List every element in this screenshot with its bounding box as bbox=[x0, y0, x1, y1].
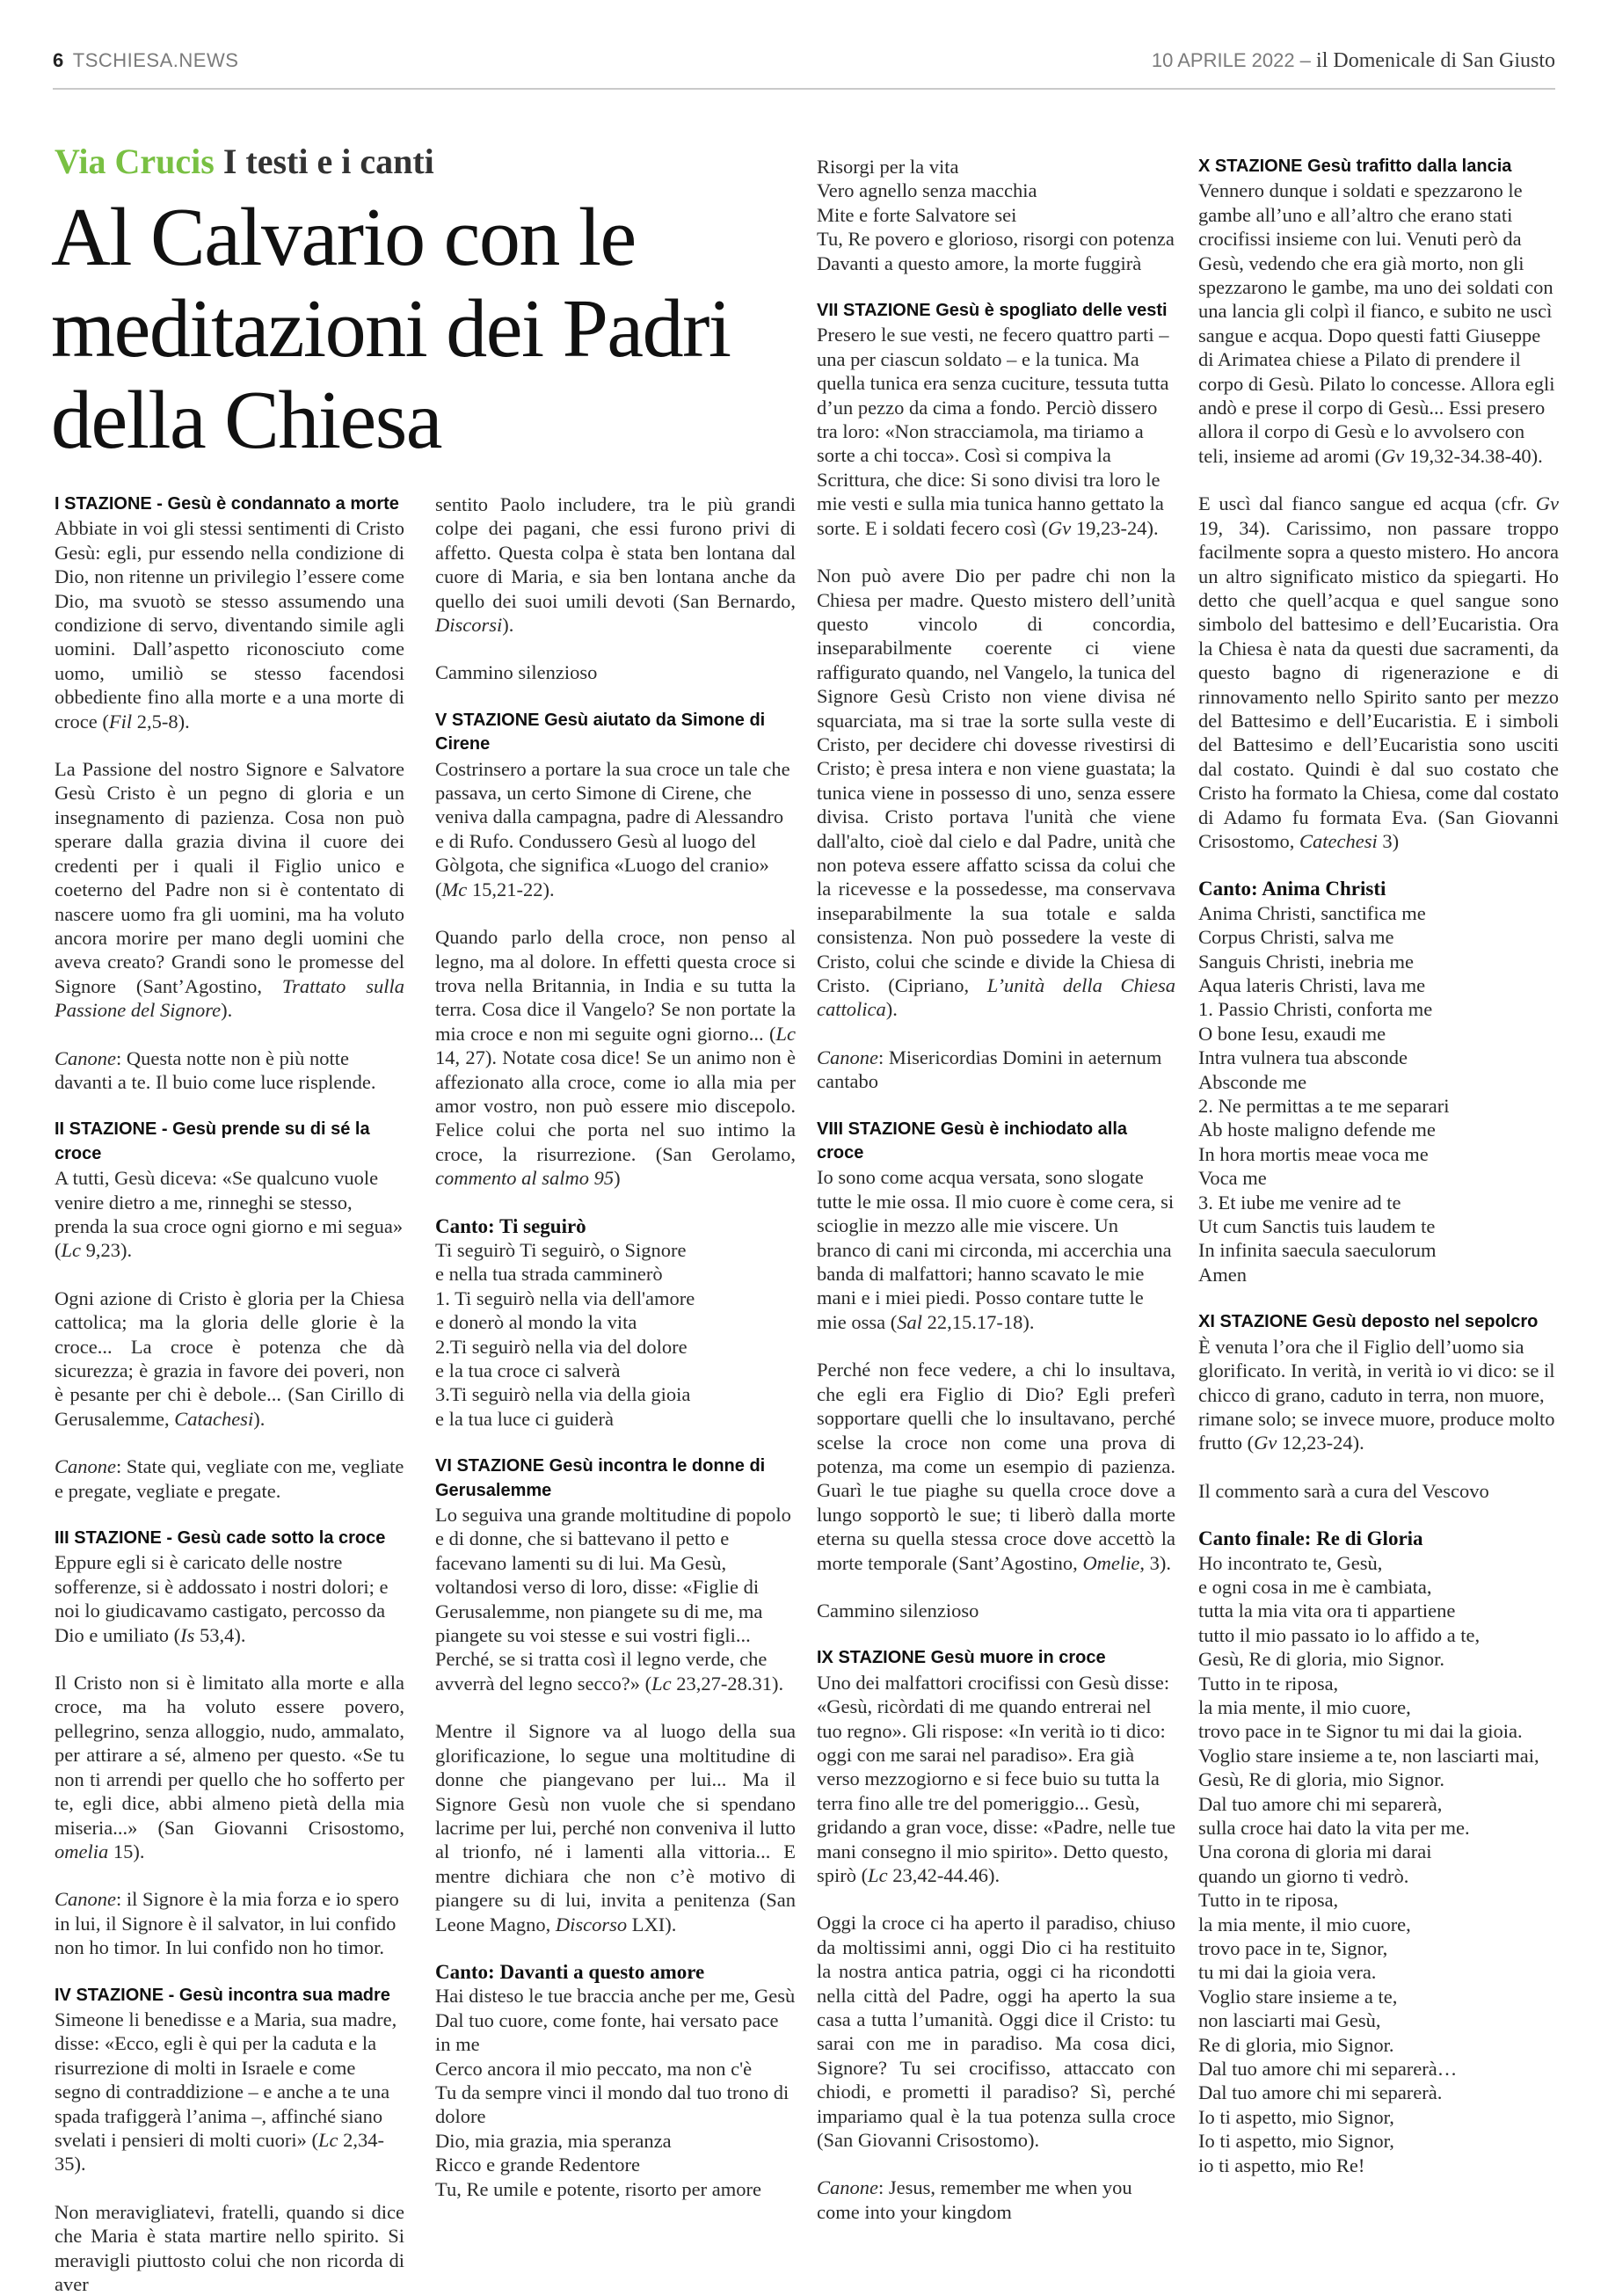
song-line: sulla croce hai dato la vita per me. bbox=[1198, 1817, 1470, 1839]
reference: Is bbox=[180, 1623, 195, 1646]
commento-note: Il commento sarà a cura del Vescovo bbox=[1198, 1479, 1489, 1502]
issue-date: 10 APRILE 2022 – bbox=[1151, 49, 1311, 71]
song-title: Canto: Ti seguirò bbox=[435, 1214, 586, 1237]
song-line: Tu da sempre vinci il mondo dal tuo trono di dolore bbox=[435, 2081, 789, 2128]
station-title: V STAZIONE Gesù aiutato da Simone di Cirene bbox=[435, 710, 766, 754]
text: Simeone li benedisse e a Maria, sua madre, disse: «Ecco, egli è qui per la caduta e la risurrezione di molti in Israele e come segno di contraddizione – e anche a te una spada trafiggerà l’anima –, affinché siano svelati i pensieri di molti cuori» ( bbox=[55, 2008, 397, 2151]
paragraph bbox=[55, 1118, 404, 1262]
paragraph bbox=[817, 299, 1175, 540]
kicker bbox=[55, 141, 434, 182]
canone bbox=[55, 1454, 404, 1503]
canone bbox=[55, 1887, 404, 1959]
reference: Gv bbox=[1254, 1432, 1277, 1454]
song-line: trovo pace in te, Signor, bbox=[1198, 1937, 1388, 1960]
song-line: Ab hoste maligno defende me bbox=[1198, 1119, 1436, 1141]
header-right bbox=[1152, 49, 1555, 73]
text: Quando parlo della croce, non penso al legno, ma al dolore. In effetti questa croce si trova nella Britannia, in India e su tutta la terra. Cosa dice il Vangelo? Se non portate la mia croce e non mi seguite ogni giorno... ( bbox=[435, 926, 796, 1045]
song bbox=[1198, 877, 1559, 1286]
paragraph bbox=[817, 1118, 1175, 1335]
song-line: Aqua lateris Christi, lava me bbox=[1198, 974, 1426, 996]
paragraph bbox=[55, 2200, 404, 2296]
text: E uscì dal fianco sangue ed acqua (cfr. bbox=[1198, 492, 1536, 515]
text: Lo seguiva una grande moltitudine di popolo e di donne, che si battevano il petto e facevano lamenti su di lui. Ma Gesù, voltandosi verso di loro, disse: «Figlie di Gerusalemme, non piangete su di me, ma piangete su voi stesse e sui vostri figli... Perché, se si tratta così il legno verde, che avverrà del legno secco?» ( bbox=[435, 1504, 791, 1695]
canone-label: Canone bbox=[817, 2176, 878, 2199]
paragraph bbox=[435, 1454, 796, 1695]
canone-label: Canone bbox=[55, 1888, 116, 1911]
column-3 bbox=[817, 155, 1175, 2224]
song-line: Tutto in te riposa, bbox=[1198, 1672, 1339, 1695]
reference: Catechesi bbox=[1299, 829, 1378, 852]
song-line: Tutto in te riposa, bbox=[1198, 1889, 1339, 1912]
text: Vennero dunque i soldati e spezzarono le gambe all’uno e all’altro che erano stati crocifissi insieme con lui. Venuti però da Gesù, vedendo che era già morto, non gli spezzarono le gambe, ma uno dei soldati con una lancia gli colpì il fianco, e subito ne uscì sangue e acqua. Dopo questi fatti Giuseppe di Arimatea chiese a Pilato di prendere il corpo di Gesù. Pilato lo concesse. Allora egli andò e prese il corpo di Gesù... Essi presero allora il corpo di Gesù e lo avvolsero con teli, insieme ad aromi ( bbox=[1198, 179, 1555, 467]
paragraph bbox=[817, 564, 1175, 1022]
paragraph bbox=[1198, 1310, 1559, 1454]
song-line: Davanti a questo amore, la morte fuggirà bbox=[817, 251, 1142, 274]
song-line: io ti aspetto, mio Re! bbox=[1198, 2154, 1365, 2176]
reference: Discorsi bbox=[435, 614, 503, 637]
column-1 bbox=[55, 492, 404, 2296]
text: La Passione del nostro Signore e Salvatore Gesù Cristo è un pegno di gloria e un insegnamento di pazienza. Cosa non può sperare dalla grazia divina il cuore dei credenti per i quali il Figlio unico e coeterno del Padre non si è contentato di nascere uomo fra gli uomini, ma ha voluto ancora morire per mano degli uomini che aveva creato? Grandi sono le promesse del Signore (Sant’Agostino, bbox=[55, 758, 404, 997]
page-header bbox=[53, 42, 1555, 90]
reference: Gv bbox=[1535, 492, 1559, 515]
text: 3) bbox=[1377, 829, 1400, 852]
station-title: I STAZIONE - Gesù è condannato a morte bbox=[55, 494, 399, 514]
text: 19,23-24). bbox=[1071, 516, 1159, 539]
song-title: Canto: Davanti a questo amore bbox=[435, 1960, 705, 1983]
song-line: Gesù, Re di gloria, mio Signor. bbox=[1198, 1648, 1444, 1671]
song-line: Dal tuo cuore, come fonte, hai versato pace in me bbox=[435, 2008, 779, 2056]
text: 9,23). bbox=[81, 1239, 133, 1262]
song-line: Dio, mia grazia, mia speranza bbox=[435, 2129, 672, 2152]
text: Non può avere Dio per padre chi non la Chiesa per madre. Questo mistero dell’unità questo vincolo di concordia, inseparabilmente coerente ci viene raffigurato quando, nel Vangelo, la tunica del Signore Gesù Cristo non viene divisa né squarciata, ma si trae la sorte sulla veste di Cristo, per decidere chi dovesse rivestirsi di Cristo; è presa intera e non viene guastata; la tunica viene in possesso di uno, senza essere divisa. Cristo portava l'unità che viene dall'alto, cioè dal cielo e dal Padre, unità che non poteva essere affatto scissa da colui che la ricevesse e la possedesse, ma conservava inseparabilmente la sua totale e salda consistenza. Non può possedere la veste di Cristo, colui che scinde e divide la Chiesa di Cristo. (Cipriano, bbox=[817, 565, 1175, 996]
song-line: Absconde me bbox=[1198, 1070, 1307, 1093]
reference: Gv bbox=[1048, 516, 1072, 539]
station-title: VII STAZIONE Gesù è spogliato delle vesti bbox=[817, 301, 1168, 321]
canone bbox=[817, 2176, 1175, 2224]
song-lines bbox=[1198, 902, 1450, 1286]
text: 2,34-35). bbox=[55, 2128, 384, 2176]
song-line: Tu, Re povero e glorioso, risorgi con potenza bbox=[817, 228, 1175, 251]
paragraph bbox=[55, 1527, 404, 1647]
song-title: Canto: Anima Christi bbox=[1198, 878, 1386, 900]
reference: Fil bbox=[108, 710, 133, 733]
reference: Discorso bbox=[555, 1913, 628, 1935]
reference: Lc bbox=[651, 1672, 672, 1695]
reference: Sal bbox=[897, 1310, 922, 1333]
text: : il Signore è la mia forza e io spero in lui, il Signore è il salvator, in lui confido non ho timor. In lui confido non ho timor. bbox=[55, 1888, 399, 1959]
text: ). bbox=[885, 998, 898, 1021]
song-line: Hai disteso le tue braccia anche per me, Gesù bbox=[435, 1985, 796, 2008]
song-line: Ricco e grande Redentore bbox=[435, 2154, 641, 2176]
song-line: Ti seguirò Ti seguirò, o Signore bbox=[435, 1238, 687, 1261]
song-line: 1. Passio Christi, conforta me bbox=[1198, 998, 1433, 1021]
song-line: la mia mente, il mio cuore, bbox=[1198, 1913, 1411, 1935]
column-2 bbox=[435, 492, 796, 2201]
song-line: Gesù, Re di gloria, mio Signor. bbox=[1198, 1768, 1444, 1791]
song-line: Dal tuo amore chi mi separerà. bbox=[1198, 2081, 1443, 2104]
page-number: 6 bbox=[53, 49, 64, 71]
song-line: e donerò al mondo la vita bbox=[435, 1311, 637, 1334]
song-lines bbox=[1198, 1552, 1539, 2176]
song bbox=[1198, 1527, 1559, 2177]
text: : Jesus, remember me when you come into your kingdom bbox=[817, 2176, 1132, 2223]
reference: Lc bbox=[61, 1239, 81, 1262]
paragraph: Oggi la croce ci ha aperto il paradiso, chiuso da moltissimi anni, oggi Dio ci ha restituito la nostra antica patria, oggi ci ha ricondotti nella città del Padre, oggi ha aperto la sua casa a tutta l’umanità. Oggi dice il Cristo: tu sarai con me in paradiso. Ma cosa dici, Signore? Tu sei crocifisso, attaccato con chiodi, e prometti il paradiso? Sì, perché impariamo qual è la tua potenza sulla croce (San Giovanni Crisostomo). bbox=[817, 1912, 1175, 2152]
song-line: non lasciarti mai Gesù, bbox=[1198, 2009, 1381, 2032]
station-title: XI STAZIONE Gesù deposto nel sepolcro bbox=[1198, 1312, 1539, 1332]
song-line: Re di gloria, mio Signor. bbox=[1198, 2033, 1394, 2056]
station-title: II STAZIONE - Gesù prende su di sé la croce bbox=[55, 1119, 370, 1163]
reference: Lc bbox=[775, 1022, 796, 1045]
song-title: Canto finale: Re di Gloria bbox=[1198, 1527, 1423, 1550]
text: 12,23-24). bbox=[1277, 1432, 1364, 1454]
paragraph bbox=[435, 709, 796, 901]
paragraph bbox=[1198, 155, 1559, 468]
song-line: Cerco ancora il mio peccato, ma non c'è bbox=[435, 2057, 753, 2080]
song-line: Ut cum Sanctis tuis laudem te bbox=[1198, 1215, 1436, 1238]
song bbox=[435, 1960, 796, 2201]
song-line: Sanguis Christi, inebria me bbox=[1198, 950, 1414, 973]
song-line: 2. Ne permittas a te me separari bbox=[1198, 1095, 1450, 1118]
song-line: e la tua croce ci salverà bbox=[435, 1359, 621, 1381]
text: A tutti, Gesù diceva: «Se qualcuno vuole venire dietro a me, rinneghi se stesso, prenda la sua croce ogni giorno e mi segua» ( bbox=[55, 1167, 404, 1262]
song-line: e nella tua strada camminerò bbox=[435, 1263, 663, 1286]
text: sentito Paolo includere, tra le più grandi colpe dei pagani, che essi furono privi di affetto. Questa colpa è stata ben lontana dal cuore di Maria, e sia ben lontana anche da quello dei suoi umili devoti (San Bernardo, bbox=[435, 493, 796, 612]
text: Mentre il Signore va al luogo della sua glorificazione, lo segue una moltitudine di donne che piangevano per lui... Ma il Signore Gesù non vuole che si spendano lacrime per lui, perché non conveniva il lutto al trionfo, né i lamenti alla vittoria... E mentre dichiara che non c’è motivo di piangere su di lui, invita a penitenza (San Leone Magno, bbox=[435, 1720, 796, 1935]
text: Il Cristo non si è limitato alla morte e alla croce, ma ha voluto essere povero, pellegrino, senza alloggio, nudo, ammalato, per attirare a sé, almeno per questo. «Se tu non ti arrendi per quello che ho sofferto per te, egli dice, abbi almeno pietà della mia miseria...» (San Giovanni Crisostomo, bbox=[55, 1672, 404, 1839]
song-line: 1. Ti seguirò nella via dell'amore bbox=[435, 1286, 695, 1309]
text: 22,15.17-18). bbox=[922, 1310, 1035, 1333]
text: Perché non fece vedere, a chi lo insultava, che egli era Figlio di Dio? Egli preferì sopportare quelli che lo insultavano, perché scelse la croce non come una prova di potenza, ma come un esempio di pazienza. Guarì le tue piaghe su quella croce dove a lungo sopportò le sue; ti liberò dalla morte eterna su quella stessa croce dove accettò la morte temporale (Sant’Agostino, bbox=[817, 1359, 1175, 1574]
song-line: Amen bbox=[1198, 1263, 1247, 1286]
publication-name: il Domenicale di San Giusto bbox=[1316, 49, 1555, 72]
text: 15). bbox=[108, 1840, 145, 1862]
paragraph bbox=[55, 492, 404, 733]
cammino-silenzioso: Cammino silenzioso bbox=[817, 1599, 979, 1622]
text: : Questa notte non è più notte davanti a te. Il buio come luce risplende. bbox=[55, 1046, 376, 1093]
header-left bbox=[53, 49, 238, 72]
song-line: Dal tuo amore chi mi separerà… bbox=[1198, 2058, 1458, 2081]
text: ). bbox=[502, 614, 514, 637]
canone-label: Canone bbox=[817, 1046, 878, 1068]
text: LXI). bbox=[627, 1913, 677, 1935]
canone bbox=[817, 1046, 1175, 1094]
text: 2,5-8). bbox=[132, 710, 190, 733]
headline: Al Calvario con le meditazioni dei Padri della Chiesa bbox=[51, 192, 731, 466]
song-line: Mite e forte Salvatore sei bbox=[817, 203, 1017, 226]
reference: Mc bbox=[441, 878, 468, 900]
station-title: III STAZIONE - Gesù cade sotto la croce bbox=[55, 1528, 386, 1549]
column-4 bbox=[1198, 155, 1559, 2177]
reference: Trattato sulla Passione del Signore bbox=[55, 974, 404, 1022]
station-title: IV STAZIONE - Gesù incontra sua madre bbox=[55, 1985, 390, 2005]
text: È venuta l’ora che il Figlio dell’uomo sia glorificato. In verità, in verità io vi dico: se il chicco di grano, caduto in terra, non muore, rimane solo; se invece muore, produce molto frutto ( bbox=[1198, 1335, 1555, 1454]
text: : Misericordias Domini in aeternum cantabo bbox=[817, 1046, 1162, 1093]
station-title: VIII STAZIONE Gesù è inchiodato alla croce bbox=[817, 1119, 1128, 1163]
text: , 3). bbox=[1139, 1551, 1172, 1574]
song-line: Voglio stare insieme a te, non lasciarti mai, bbox=[1198, 1744, 1539, 1767]
song-line: 3. Et iube me venire ad te bbox=[1198, 1191, 1401, 1214]
cammino-silenzioso: Cammino silenzioso bbox=[435, 661, 598, 684]
text: 19, 34). Carissimo, non passare troppo facilmente sopra a questo mistero. Ho ancora un altro significato mistico da spiegarti. Ho detto che quell’acqua e quel sangue sono simbolo del battesimo e dell’Eucaristia. Ora la Chiesa è nata da questi due sacramenti, da questo bagno di rigenerazione e di rinnovamento nello Spirito santo per mezzo del Battesimo e dell’Eucaristia. E i simboli del Battesimo e dell’Eucaristia sono usciti dal costato. Quindi è dal suo costato che Cristo ha formato la Chiesa, come dal costato di Adamo fu formata Eva. (San Giovanni Crisostomo, bbox=[1198, 516, 1559, 852]
text: 19,32-34.38-40). bbox=[1404, 444, 1543, 467]
paragraph bbox=[817, 1358, 1175, 1575]
text: Eppure egli si è caricato delle nostre sofferenze, si è addossato i nostri dolori; e noi lo giudicavamo castigato, percosso da Dio e umiliato ( bbox=[55, 1551, 389, 1646]
song-line: In infinita saecula saeculorum bbox=[1198, 1239, 1437, 1262]
text: 53,4). bbox=[194, 1623, 246, 1646]
text: 14, 27). Notate cosa dice! Se un animo non è affezionato alla croce, come io alla mia per amor vostro, non può essere mio discepolo. Felice colui che porta nel suo intimo la croce, la risurrezione. (San Gerolamo, bbox=[435, 1046, 796, 1165]
song-line: e la tua luce ci guiderà bbox=[435, 1407, 615, 1430]
reference: Lc bbox=[868, 1864, 888, 1886]
paragraph bbox=[435, 492, 796, 637]
text: Io sono come acqua versata, sono slogate tutte le mie ossa. Il mio cuore è come cera, si scioglie in mezzo alle mie viscere. Un branco di cani mi circonda, mi accerchia una banda di malfattori; hanno scavato le mie mani e i miei piedi. Posso contare tutte le mie ossa ( bbox=[817, 1166, 1175, 1333]
song-line: In hora mortis meae voca me bbox=[1198, 1142, 1429, 1165]
reference: omelia bbox=[55, 1840, 109, 1862]
song-line: tutta la mia vita ora ti appartiene bbox=[1198, 1600, 1456, 1622]
kicker-green: Via Crucis bbox=[55, 142, 215, 181]
paragraph bbox=[435, 1719, 796, 1936]
song-line: 3.Ti seguirò nella via della gioia bbox=[435, 1383, 691, 1406]
station-title: IX STAZIONE Gesù muore in croce bbox=[817, 1648, 1106, 1668]
text: Non meravigliatevi, fratelli, quando si dice che Maria è stata martire nello spirito. Si meravigli piuttosto colui che non ricorda di aver bbox=[55, 2200, 404, 2295]
song-line: Dal tuo amore chi mi separerà, bbox=[1198, 1792, 1443, 1815]
song-line: O bone Iesu, exaudi me bbox=[1198, 1022, 1386, 1045]
song-line: Intra vulnera tua absconde bbox=[1198, 1046, 1408, 1069]
song-line: Io ti aspetto, mio Signor, bbox=[1198, 2130, 1394, 2153]
text: 15,21-22). bbox=[467, 878, 555, 900]
text: ) bbox=[614, 1167, 621, 1190]
song-line: Voglio stare insieme a te, bbox=[1198, 1985, 1398, 2008]
text: 23,27-28.31). bbox=[671, 1672, 784, 1695]
reference: Lc bbox=[317, 2128, 338, 2151]
canone bbox=[55, 1046, 404, 1095]
song-continuation bbox=[817, 155, 1175, 275]
reference: Gv bbox=[1381, 444, 1405, 467]
section-name: TSCHIESA.NEWS bbox=[72, 49, 239, 71]
song-line: e ogni cosa in me è cambiata, bbox=[1198, 1575, 1432, 1598]
paragraph bbox=[55, 1671, 404, 1863]
reference: commento al salmo 95 bbox=[435, 1167, 615, 1190]
canone-label: Canone bbox=[55, 1046, 116, 1069]
song-line: la mia mente, il mio cuore, bbox=[1198, 1695, 1411, 1718]
song-line: 2.Ti seguirò nella via del dolore bbox=[435, 1335, 688, 1358]
station-title: X STAZIONE Gesù trafitto dalla lancia bbox=[1198, 157, 1512, 176]
song bbox=[435, 1214, 796, 1432]
paragraph bbox=[817, 1646, 1175, 1887]
reference: L’unità della Chiesa cattolica bbox=[817, 974, 1175, 1021]
text: ). bbox=[221, 999, 233, 1022]
text: Ogni azione di Cristo è gloria per la Chiesa cattolica; ma la gloria delle glorie è la croce... La croce è potenza che dà sicurezza; è grazia in favore dei poveri, non è pesante per chi è debole... (San Cirillo di Gerusalemme, bbox=[55, 1286, 404, 1430]
paragraph bbox=[55, 757, 404, 1022]
song-line: Io ti aspetto, mio Signor, bbox=[1198, 2105, 1394, 2128]
paragraph bbox=[1198, 492, 1559, 853]
text: Costrinsero a portare la sua croce un tale che passava, un certo Simone di Cirene, che veniva dalla campagna, padre di Alessandro e di Rufo. Condussero Gesù al luogo del Gòlgota, che significa «Luogo del cranio» ( bbox=[435, 757, 790, 900]
kicker-dark: I testi e i canti bbox=[222, 142, 434, 181]
song-line: quando un giorno ti vedrò. bbox=[1198, 1864, 1409, 1887]
reference: Omelie bbox=[1082, 1551, 1140, 1574]
text: Abbiate in voi gli stessi sentimenti di Cristo Gesù: egli, pur essendo nella condizione di Dio, non ritenne un privilegio l’essere come Dio, ma svuotò se stesso assumendo una condizione di servo, diventando simile agli uomini. Dall’aspetto riconosciuto come uomo, umiliò se stesso facendosi obbediente fino alla morte e a una morte di croce ( bbox=[55, 517, 404, 733]
song-line: tu mi dai la gioia vera. bbox=[1198, 1961, 1377, 1984]
paragraph bbox=[55, 1286, 404, 1431]
text: Presero le sue vesti, ne fecero quattro parti – una per ciascun soldato – e la tunica. Ma quella tunica era senza cuciture, tessuta tutta d’un pezzo da cima a fondo. Perciò dissero tra loro: «Non stracciamola, ma tiriamo a sorte a chi tocca». Così si compiva la Scrittura, che dice: Si sono divisi tra loro le mie vesti e sulla mia tunica hanno gettato la sorte. E i soldati fecero così ( bbox=[817, 324, 1169, 539]
reference: Catachesi bbox=[174, 1407, 254, 1430]
text: ). bbox=[253, 1407, 266, 1430]
text: : State qui, vegliate con me, vegliate e pregate, vegliate e pregate. bbox=[55, 1455, 404, 1502]
song-line: tutto il mio passato io lo affido a te, bbox=[1198, 1623, 1481, 1646]
paragraph bbox=[435, 925, 796, 1190]
song-line: Voca me bbox=[1198, 1167, 1267, 1190]
song-line: Anima Christi, sanctifica me bbox=[1198, 901, 1426, 924]
song-line: Tu, Re umile e potente, risorto per amore bbox=[435, 2177, 761, 2200]
song-line: Risorgi per la vita bbox=[817, 156, 959, 178]
text: 23,42-44.46). bbox=[887, 1864, 1000, 1886]
station-title: VI STAZIONE Gesù incontra le donne di Gerusalemme bbox=[435, 1456, 766, 1500]
paragraph bbox=[55, 1984, 404, 2176]
song-line: trovo pace in te Signor tu mi dai la gioia. bbox=[1198, 1720, 1523, 1743]
text: Uno dei malfattori crocifissi con Gesù disse: «Gesù, ricòrdati di me quando entrerai nel tuo regno». Gli rispose: «In verità io ti dico: oggi con me sarai nel paradiso». Era già verso mezzogiorno e si fece buio su tutta la terra fino alle tre del pomeriggio... Gesù, gridando a gran voce, disse: «Padre, nelle tue mani consegno il mio spirito». Detto questo, spirò ( bbox=[817, 1671, 1175, 1886]
song-line: Ho incontrato te, Gesù, bbox=[1198, 1551, 1383, 1574]
song-line: Corpus Christi, salva me bbox=[1198, 926, 1394, 949]
song-line: Una corona di gloria mi darai bbox=[1198, 1840, 1432, 1863]
canone-label: Canone bbox=[55, 1455, 116, 1478]
song-line: Vero agnello senza macchia bbox=[817, 179, 1037, 202]
